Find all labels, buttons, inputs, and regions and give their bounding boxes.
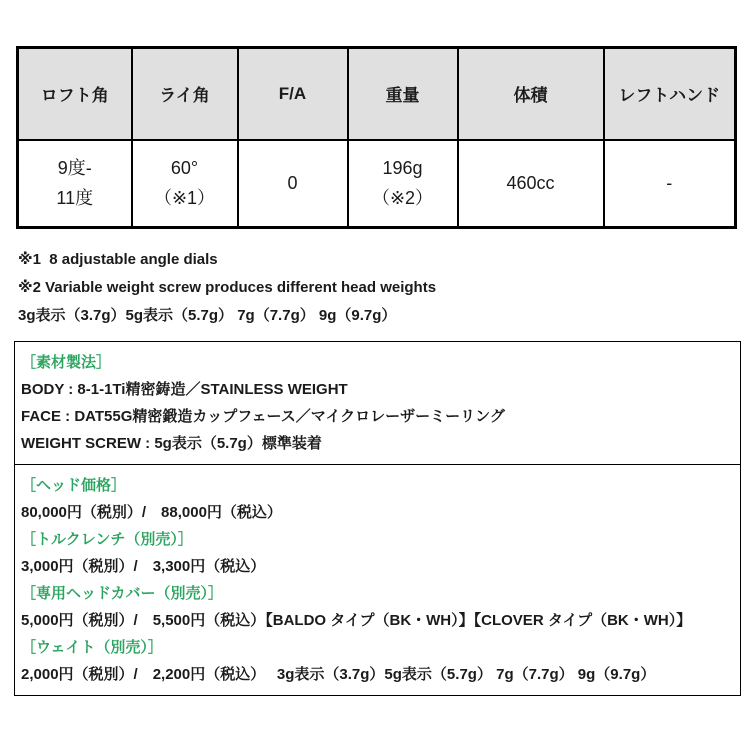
price-torque-wrench-value: 3,000円（税別）/ 3,300円（税込） (21, 558, 266, 575)
spec-value-weight (348, 140, 458, 228)
spec-value-line: - (666, 173, 673, 194)
spec-value-line: 196g (382, 158, 423, 179)
price-weight-label: ［ウェイト（別売）］ (21, 639, 163, 656)
footnote-2: ※2 Variable weight screw produces different head weights (18, 279, 437, 296)
spec-value-fa (238, 140, 348, 228)
spec-value-volume (458, 140, 604, 228)
spec-value-row (18, 140, 736, 228)
footnote-weight-options: 3g表示（3.7g）5g表示（5.7g） 7g（7.7g） 9g（9.7g） (18, 307, 397, 324)
spec-header-lie-angle: ライ角 (132, 48, 238, 140)
materials-body-line: BODY : 8-1-1Ti精密鋳造／STAINLESS WEIGHT (21, 381, 348, 398)
spec-header-loft-angle: ロフト角 (18, 48, 132, 140)
price-head-cover-label: ［専用ヘッドカバー（別売）］ (21, 585, 224, 602)
materials-weight-screw-line: WEIGHT SCREW : 5g表示（5.7g）標準装着 (21, 435, 322, 452)
footnotes (16, 246, 735, 330)
spec-value-line: 9度- (57, 158, 92, 179)
footnote-1: ※1 8 adjustable angle dials (18, 251, 218, 268)
materials-face-line: FACE : DAT55G精密鍛造カップフェース／マイクロレーザーミーリング (21, 408, 505, 425)
spec-value-lie-angle (132, 140, 238, 228)
spec-header-volume: 体積 (458, 48, 604, 140)
price-torque-wrench-label: ［トルクレンチ（別売）］ (21, 531, 193, 548)
spec-value-loft-angle (18, 140, 132, 228)
price-head-value: 80,000円（税別）/ 88,000円（税込） (21, 504, 282, 521)
spec-value-line: （※2） (371, 188, 434, 209)
materials-heading: ［素材製法］ (21, 354, 112, 371)
spec-value-line: 11度 (56, 188, 94, 209)
pricing-section (15, 464, 740, 695)
spec-value-line: 0 (287, 173, 298, 194)
spec-header-fa: F/A (238, 48, 348, 140)
price-head-label: ［ヘッド価格］ (21, 477, 127, 494)
price-weight-value: 2,000円（税別）/ 2,200円（税込） 3g表示（3.7g）5g表示（5.7g） 7g（7.7g） 9g（9.7g） (21, 666, 656, 683)
spec-value-left-hand (604, 140, 736, 228)
spec-table (16, 46, 737, 229)
spec-value-line: 60° (170, 158, 199, 179)
spec-value-line: （※1） (153, 188, 216, 209)
spec-header-left-hand: レフトハンド (604, 48, 736, 140)
spec-header-weight: 重量 (348, 48, 458, 140)
price-head-cover-value: 5,000円（税別）/ 5,500円（税込）【BALDO タイプ（BK・WH）】【CLOVER タイプ（BK・WH）】 (21, 612, 692, 629)
spec-header-row (18, 48, 736, 140)
details-box (14, 341, 741, 696)
materials-section (15, 342, 740, 464)
spec-value-line: 460cc (506, 173, 555, 194)
